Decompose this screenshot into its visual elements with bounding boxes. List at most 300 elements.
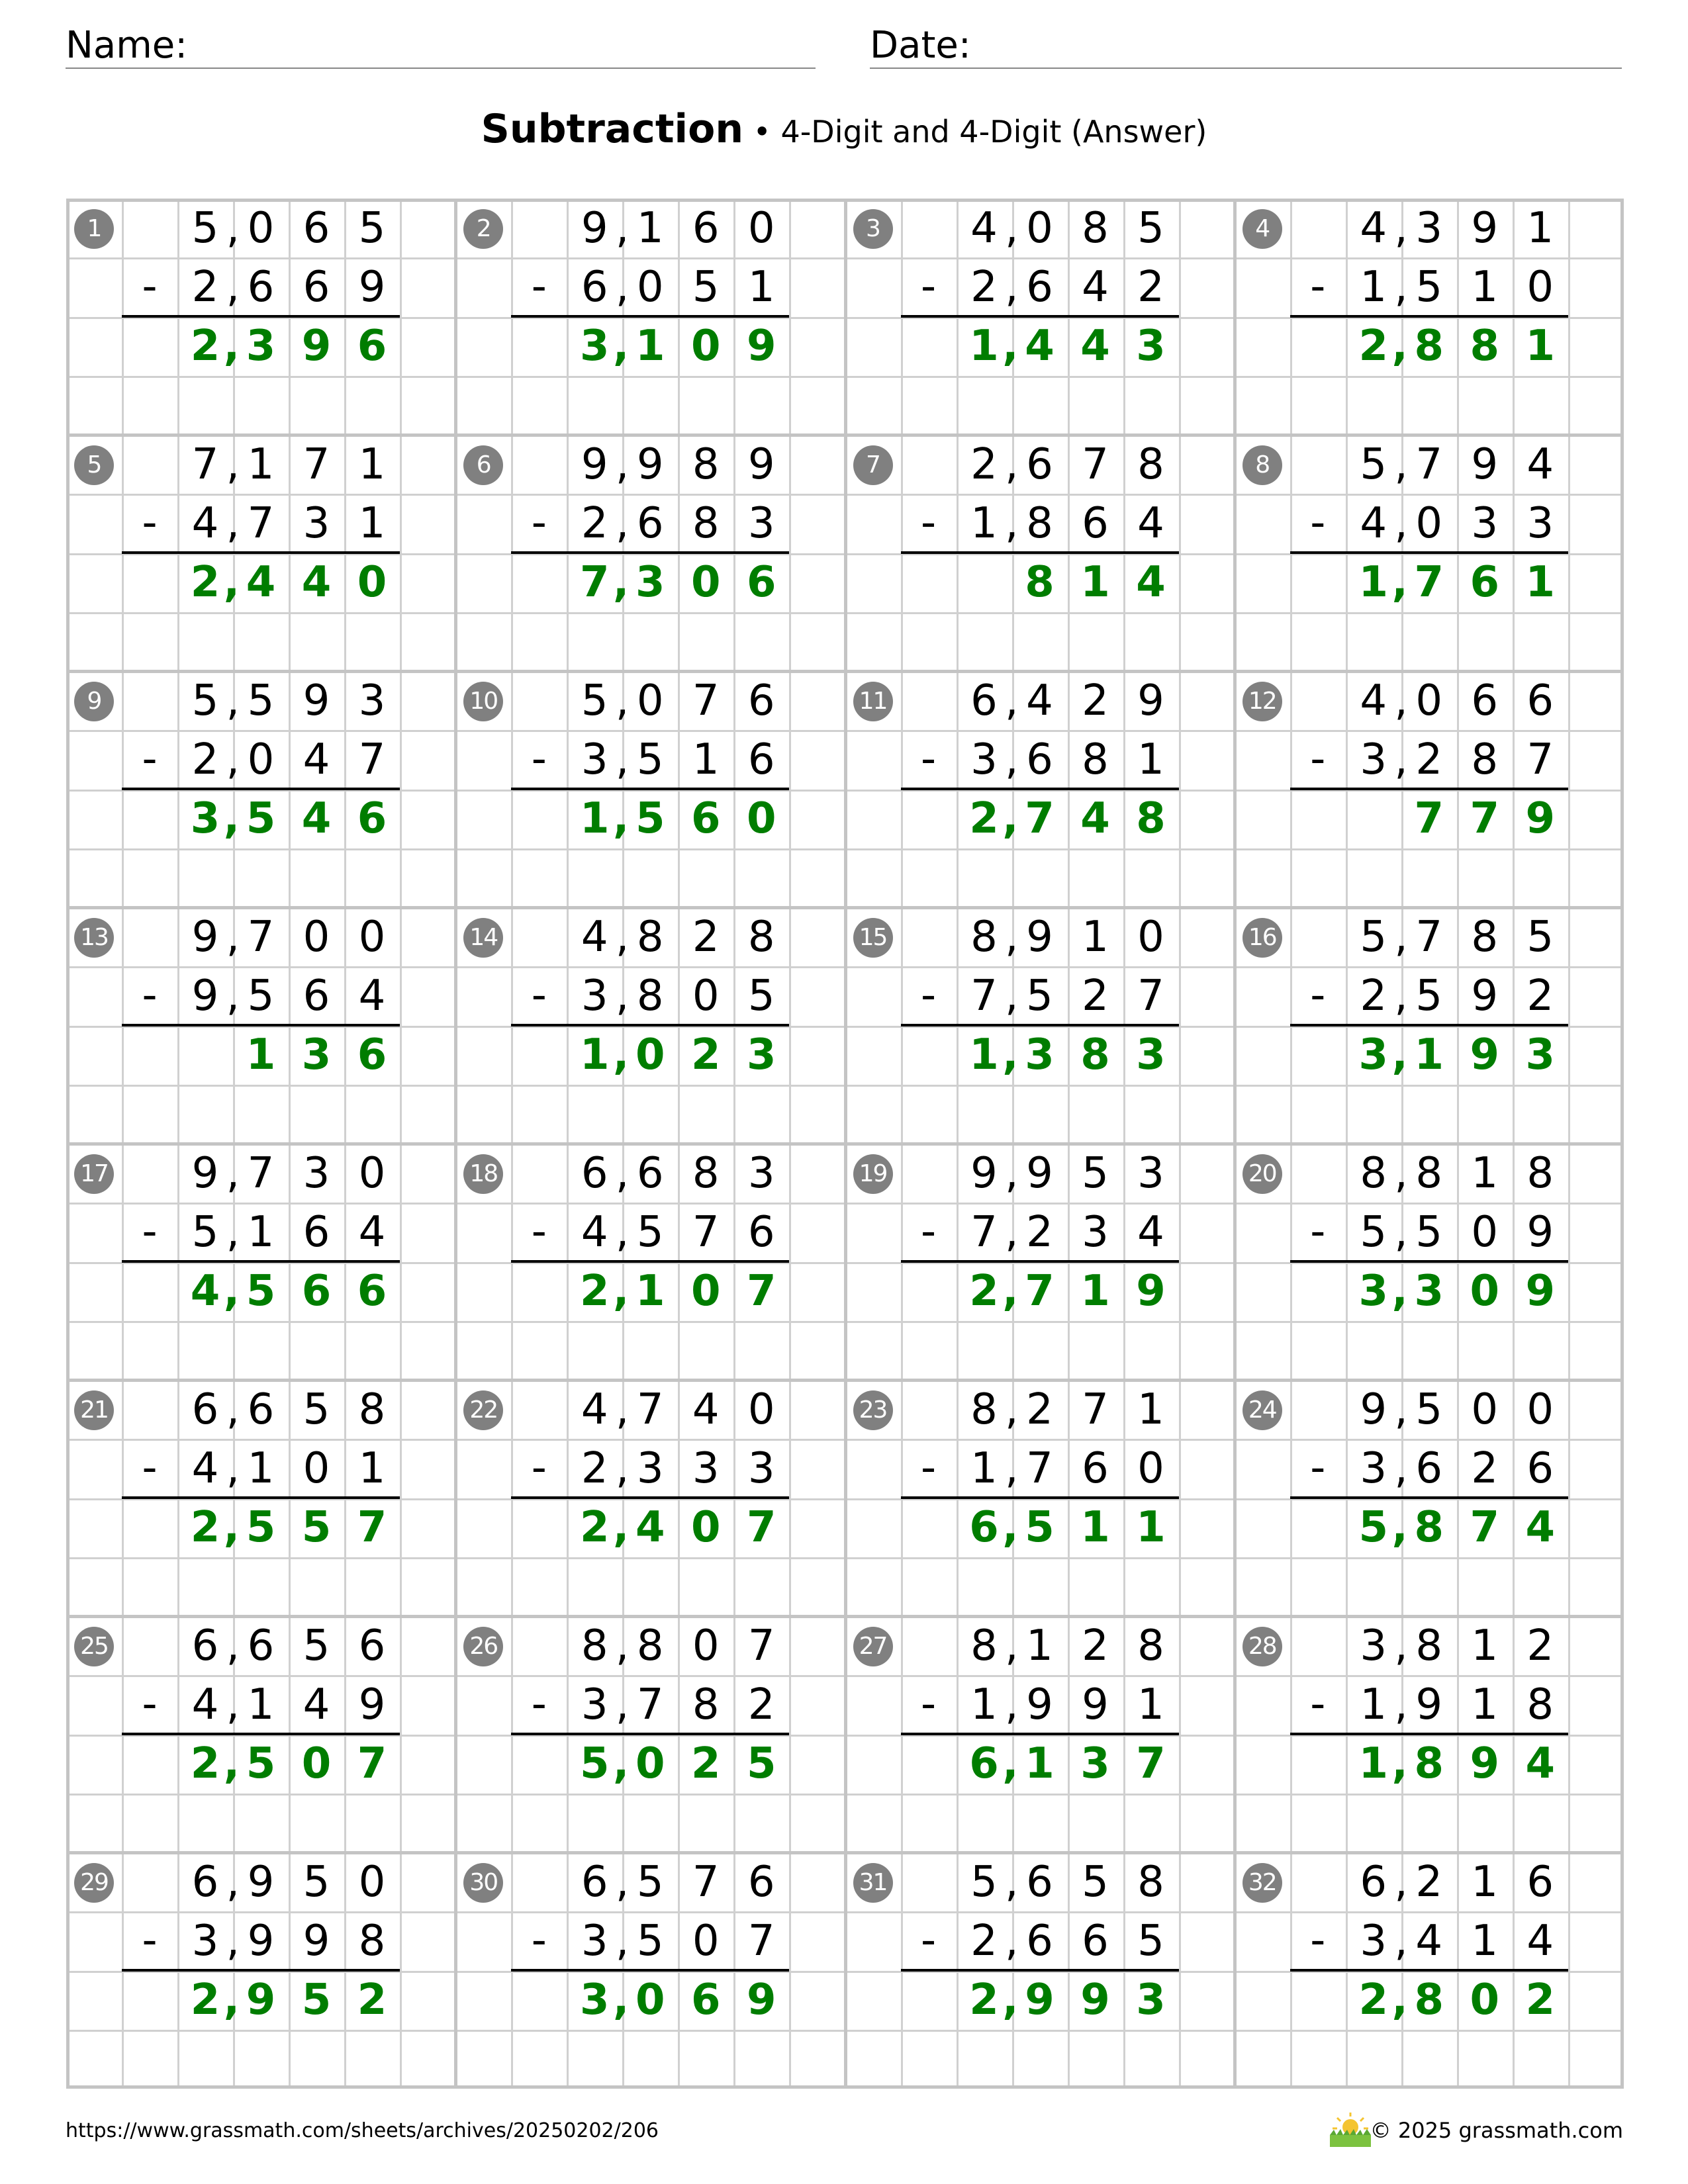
digit-cell: 7 xyxy=(1470,794,1500,843)
digit-cell: 3 xyxy=(1415,203,1443,253)
digit-cell: 9 xyxy=(247,1916,275,1966)
footer-copyright: © 2025 grassmath.com xyxy=(1370,2118,1623,2143)
title-subtitle: 4-Digit and 4-Digit (Answer) xyxy=(780,114,1207,150)
digit-cell: 5 xyxy=(301,1502,332,1552)
digit-cell: 8 xyxy=(1025,557,1055,607)
digit-cell: 4 , xyxy=(581,1385,630,1434)
digit-cell: 5 xyxy=(247,676,275,725)
digit-cell: 6 xyxy=(301,1266,332,1316)
digit-cell: 4 xyxy=(358,1207,386,1257)
digit-cell: 1 , xyxy=(1360,1680,1408,1729)
digit-cell: 0 xyxy=(358,1857,386,1907)
digit-cell: 0 xyxy=(635,1975,665,2025)
digit-cell: 1 xyxy=(246,1030,276,1079)
digit-cell: 4 xyxy=(1525,1502,1556,1552)
digit-cell: 2 , xyxy=(190,1975,240,2025)
digit-cell: 7 xyxy=(747,1621,775,1670)
digit-cell: 1 xyxy=(1471,1857,1499,1907)
thousands-comma: , xyxy=(223,1975,240,2025)
digit-cell: 4 xyxy=(1137,1207,1164,1257)
digit-cell: 3 , xyxy=(1358,1266,1408,1316)
thousands-comma: , xyxy=(223,1266,240,1316)
thousands-comma: , xyxy=(223,1739,240,1788)
minus-sign: - xyxy=(920,1443,937,1492)
digit-cell: 4 xyxy=(635,1502,665,1552)
thousands-comma: , xyxy=(615,262,630,312)
digit-cell: 9 xyxy=(1525,1266,1556,1316)
problem-number-badge: 2 xyxy=(463,209,503,249)
digit-cell: 1 xyxy=(1136,1502,1166,1552)
digit-cell: 2 , xyxy=(190,557,240,607)
digit-cell: 3 , xyxy=(1360,1443,1408,1493)
digit-cell: 1 xyxy=(636,203,664,253)
digit-cell: 5 xyxy=(746,1739,776,1788)
digit-cell: 8 xyxy=(1526,1148,1554,1198)
digit-cell: 0 xyxy=(247,203,275,253)
digit-cell: 4 , xyxy=(191,1443,240,1493)
thousands-comma: , xyxy=(1005,1443,1019,1493)
minus-sign: - xyxy=(1310,498,1326,547)
digit-cell: 0 xyxy=(746,794,776,843)
thousands-comma: , xyxy=(1394,1148,1408,1198)
thousands-comma: , xyxy=(615,912,630,962)
thousands-comma: , xyxy=(223,321,240,371)
thousands-comma: , xyxy=(1394,1207,1408,1257)
digit-cell: 9 xyxy=(1526,1207,1554,1257)
thousands-comma: , xyxy=(1005,1916,1019,1966)
digit-cell: 0 xyxy=(1137,912,1164,962)
digit-cell: 6 , xyxy=(969,1502,1019,1552)
digit-cell: 2 , xyxy=(581,498,630,548)
digit-cell: 1 , xyxy=(579,1030,630,1079)
digit-cell: 3 xyxy=(635,557,665,607)
problem-number-badge: 18 xyxy=(463,1154,503,1194)
digit-cell: 8 xyxy=(636,912,664,962)
digit-cell: 3 xyxy=(636,1443,664,1493)
digit-cell: 6 xyxy=(303,971,330,1021)
digit-cell: 7 xyxy=(1026,1443,1053,1493)
digit-cell: 7 xyxy=(1025,1266,1055,1316)
digit-cell: 2 , xyxy=(969,794,1019,843)
digit-cell: 5 xyxy=(1526,912,1554,962)
digit-cell: 6 xyxy=(1082,498,1109,548)
digit-cell: 6 xyxy=(357,794,387,843)
digit-cell: 7 , xyxy=(579,557,630,607)
minus-sign: - xyxy=(531,1680,547,1729)
problem-number-badge: 23 xyxy=(853,1390,893,1430)
digit-cell: 7 xyxy=(357,1502,387,1552)
thousands-comma: , xyxy=(226,676,240,725)
digit-cell: 4 xyxy=(1080,794,1110,843)
digit-cell: 7 xyxy=(1082,1385,1109,1434)
digit-cell: 9 , xyxy=(191,912,240,962)
digit-cell: 7 , xyxy=(970,1207,1019,1257)
digit-cell: 2 xyxy=(1026,1207,1053,1257)
problem-number-badge: 4 xyxy=(1243,209,1282,249)
problem-number-badge: 15 xyxy=(853,918,893,958)
minus-sign: - xyxy=(142,498,158,547)
digit-cell: 4 xyxy=(1026,676,1053,725)
digit-cell: 6 , xyxy=(1360,1857,1408,1907)
digit-cell: 6 xyxy=(247,1621,275,1670)
digit-cell: 0 xyxy=(247,735,275,784)
thousands-comma: , xyxy=(612,1266,630,1316)
thousands-comma: , xyxy=(1005,1207,1019,1257)
digit-cell: 9 xyxy=(1470,1030,1500,1079)
minus-sign: - xyxy=(920,498,937,547)
digit-cell: 1 , xyxy=(1358,1739,1408,1788)
digit-cell: 8 xyxy=(692,1680,720,1729)
thousands-comma: , xyxy=(615,1443,630,1493)
problem-number-badge: 1 xyxy=(74,209,114,249)
digit-cell: 8 xyxy=(1026,498,1053,548)
digit-cell: 2 , xyxy=(190,321,240,371)
thousands-comma: , xyxy=(1005,1148,1019,1198)
digit-cell: 2 , xyxy=(969,1975,1019,2025)
thousands-comma: , xyxy=(612,1030,630,1079)
digit-cell: 4 , xyxy=(970,203,1019,253)
digit-cell: 7 xyxy=(746,1502,776,1552)
digit-cell: 4 , xyxy=(1360,676,1408,725)
thousands-comma: , xyxy=(226,1207,240,1257)
digit-cell: 2 xyxy=(1525,1975,1556,2025)
digit-cell: 0 xyxy=(1526,1385,1554,1434)
digit-cell: 4 , xyxy=(581,912,630,962)
digit-cell: 3 , xyxy=(581,1680,630,1729)
digit-cell: 9 xyxy=(746,1975,776,2025)
digit-cell: 6 xyxy=(1026,439,1053,489)
digit-cell: 3 xyxy=(1136,321,1166,371)
thousands-comma: , xyxy=(226,735,240,784)
digit-cell: 6 xyxy=(1026,262,1053,312)
digit-cell: 1 xyxy=(1080,1502,1110,1552)
digit-cell: 3 xyxy=(746,1030,776,1079)
digit-cell: 0 xyxy=(690,557,721,607)
digit-cell: 2 xyxy=(1471,1443,1499,1493)
digit-cell: 3 , xyxy=(581,1916,630,1966)
thousands-comma: , xyxy=(1005,1857,1019,1907)
digit-cell: 4 xyxy=(1526,1916,1554,1966)
digit-cell: 8 xyxy=(1080,1030,1110,1079)
digit-cell: 9 xyxy=(303,1916,330,1966)
digit-cell: 4 xyxy=(1025,321,1055,371)
digit-cell: 9 xyxy=(1080,1975,1110,2025)
digit-cell: 0 xyxy=(636,676,664,725)
thousands-comma: , xyxy=(1002,1739,1019,1788)
digit-cell: 1 xyxy=(747,262,775,312)
digit-cell: 8 xyxy=(1414,1975,1444,2025)
digit-cell: 1 xyxy=(1080,1266,1110,1316)
digit-cell: 5 xyxy=(246,1739,276,1788)
thousands-comma: , xyxy=(226,1148,240,1198)
digit-cell: 6 xyxy=(690,1975,721,2025)
thousands-comma: , xyxy=(1002,1030,1019,1079)
problem-number-badge: 25 xyxy=(74,1627,114,1666)
digit-cell: 0 xyxy=(1526,262,1554,312)
digit-cell: 8 xyxy=(692,498,720,548)
digit-cell: 7 xyxy=(247,1148,275,1198)
thousands-comma: , xyxy=(226,1443,240,1493)
digit-cell: 8 xyxy=(358,1385,386,1434)
problem-number-badge: 8 xyxy=(1243,445,1282,485)
digit-cell: 3 xyxy=(747,1443,775,1493)
digit-cell: 8 xyxy=(1082,203,1109,253)
digit-cell: 0 xyxy=(690,321,721,371)
digit-cell: 9 xyxy=(1026,1148,1053,1198)
digit-cell: 5 , xyxy=(581,676,630,725)
thousands-comma: , xyxy=(1005,1385,1019,1434)
digit-cell: 3 xyxy=(1080,1739,1110,1788)
problem-number-badge: 14 xyxy=(463,918,503,958)
thousands-comma: , xyxy=(1394,203,1408,253)
digit-cell: 4 , xyxy=(1360,498,1408,548)
digit-cell: 6 xyxy=(747,1857,775,1907)
digit-cell: 0 xyxy=(357,557,387,607)
digit-cell: 9 , xyxy=(581,439,630,489)
digit-cell: 9 , xyxy=(191,1148,240,1198)
digit-cell: 8 , xyxy=(581,1621,630,1670)
digit-cell: 9 xyxy=(358,1680,386,1729)
thousands-comma: , xyxy=(615,1857,630,1907)
digit-cell: 2 xyxy=(692,912,720,962)
digit-cell: 9 xyxy=(1471,971,1499,1021)
digit-cell: 2 xyxy=(747,1680,775,1729)
digit-cell: 0 xyxy=(1470,1975,1500,2025)
thousands-comma: , xyxy=(226,1916,240,1966)
digit-cell: 1 xyxy=(1525,557,1556,607)
digit-cell: 1 xyxy=(1471,1680,1499,1729)
digit-cell: 5 , xyxy=(579,1739,630,1788)
digit-cell: 0 xyxy=(1471,1207,1499,1257)
problem-number-badge: 13 xyxy=(74,918,114,958)
digit-cell: 5 xyxy=(358,203,386,253)
digit-cell: 3 , xyxy=(970,735,1019,784)
digit-cell: 1 xyxy=(247,1680,275,1729)
digit-cell: 7 xyxy=(636,1680,664,1729)
digit-cell: 7 xyxy=(247,498,275,548)
digit-cell: 4 xyxy=(246,557,276,607)
digit-cell: 5 xyxy=(1415,1385,1443,1434)
digit-cell: 7 xyxy=(692,1207,720,1257)
digit-cell: 7 xyxy=(1137,971,1164,1021)
digit-cell: 6 xyxy=(358,1621,386,1670)
problem-number-badge: 30 xyxy=(463,1863,503,1903)
digit-cell: 2 , xyxy=(970,262,1019,312)
digit-cell: 8 , xyxy=(970,1385,1019,1434)
digit-cell: 3 xyxy=(303,498,330,548)
digit-cell: 1 xyxy=(1471,262,1499,312)
problem-number-badge: 3 xyxy=(853,209,893,249)
digit-cell: 7 xyxy=(1415,912,1443,962)
name-field[interactable] xyxy=(66,24,816,69)
digit-cell: 2 , xyxy=(969,1266,1019,1316)
digit-cell: 7 , xyxy=(970,971,1019,1021)
problem-number-badge: 28 xyxy=(1243,1627,1282,1666)
digit-cell: 6 xyxy=(1082,1443,1109,1493)
digit-cell: 8 xyxy=(1082,735,1109,784)
minus-sign: - xyxy=(920,1680,937,1729)
digit-cell: 6 xyxy=(1526,676,1554,725)
thousands-comma: , xyxy=(615,1916,630,1966)
digit-cell: 1 xyxy=(1137,1385,1164,1434)
digit-cell: 2 , xyxy=(970,1916,1019,1966)
digit-cell: 7 xyxy=(1470,1502,1500,1552)
digit-cell: 1 xyxy=(247,439,275,489)
digit-cell: 4 xyxy=(301,557,332,607)
digit-cell: 9 xyxy=(1026,912,1053,962)
digit-cell: 3 xyxy=(1526,498,1554,548)
digit-cell: 8 xyxy=(1414,1739,1444,1788)
digit-cell: 7 xyxy=(692,676,720,725)
digit-cell: 3 xyxy=(1136,1975,1166,2025)
digit-cell: 5 xyxy=(303,1857,330,1907)
minus-sign: - xyxy=(920,1207,937,1256)
digit-cell: 1 xyxy=(1471,1916,1499,1966)
minus-sign: - xyxy=(531,735,547,784)
thousands-comma: , xyxy=(1002,1266,1019,1316)
problem-number-badge: 19 xyxy=(853,1154,893,1194)
thousands-comma: , xyxy=(1005,262,1019,312)
digit-cell: 1 , xyxy=(969,1030,1019,1079)
digit-cell: 1 xyxy=(358,1443,386,1493)
date-field[interactable] xyxy=(870,24,1622,69)
digit-cell: 2 xyxy=(1082,676,1109,725)
digit-cell: 0 xyxy=(635,1030,665,1079)
digit-cell: 7 xyxy=(692,1857,720,1907)
digit-cell: 9 xyxy=(1137,676,1164,725)
thousands-comma: , xyxy=(1391,1030,1408,1079)
digit-cell: 9 xyxy=(1415,1680,1443,1729)
thousands-comma: , xyxy=(615,971,630,1021)
problem-number-badge: 31 xyxy=(853,1863,893,1903)
digit-cell: 9 xyxy=(246,1975,276,2025)
thousands-comma: , xyxy=(226,1680,240,1729)
digit-cell: 8 xyxy=(692,1148,720,1198)
digit-cell: 9 , xyxy=(970,1148,1019,1198)
digit-cell: 8 xyxy=(1136,794,1166,843)
problem-number-badge: 9 xyxy=(74,682,114,721)
minus-sign: - xyxy=(920,735,937,784)
digit-cell: 1 xyxy=(1526,203,1554,253)
minus-sign: - xyxy=(1310,262,1326,311)
digit-cell: 2 xyxy=(1137,262,1164,312)
digit-cell: 5 xyxy=(246,794,276,843)
digit-cell: 6 xyxy=(303,203,330,253)
thousands-comma: , xyxy=(226,262,240,312)
digit-cell: 5 xyxy=(303,1621,330,1670)
digit-cell: 6 xyxy=(1415,1443,1443,1493)
problem-number-badge: 5 xyxy=(74,445,114,485)
thousands-comma: , xyxy=(615,1680,630,1729)
date-label: Date: xyxy=(870,24,971,67)
digit-cell: 0 xyxy=(692,1916,720,1966)
digit-cell: 0 xyxy=(690,1502,721,1552)
footer-url[interactable]: https://www.grassmath.com/sheets/archives/20250202/206 xyxy=(66,2119,659,2142)
thousands-comma: , xyxy=(1391,1266,1408,1316)
digit-cell: 1 xyxy=(635,1266,665,1316)
thousands-comma: , xyxy=(1391,1975,1408,2025)
digit-cell: 4 xyxy=(1080,321,1110,371)
digit-cell: 2 , xyxy=(579,1502,630,1552)
digit-cell: 7 xyxy=(1082,439,1109,489)
digit-cell: 9 xyxy=(1082,1680,1109,1729)
digit-cell: 9 xyxy=(1471,439,1499,489)
digit-cell: 0 xyxy=(1470,1266,1500,1316)
digit-cell: 1 , xyxy=(970,498,1019,548)
thousands-comma: , xyxy=(1005,1621,1019,1670)
digit-cell: 9 , xyxy=(581,203,630,253)
minus-sign: - xyxy=(1310,1680,1326,1729)
digit-cell: 3 xyxy=(1025,1030,1055,1079)
digit-cell: 4 xyxy=(1415,1916,1443,1966)
digit-cell: 8 xyxy=(636,1621,664,1670)
digit-cell: 6 xyxy=(1026,735,1053,784)
problem-number-badge: 6 xyxy=(463,445,503,485)
digit-cell: 1 xyxy=(358,498,386,548)
thousands-comma: , xyxy=(223,1502,240,1552)
digit-cell: 2 , xyxy=(579,1266,630,1316)
problem-number-badge: 21 xyxy=(74,1390,114,1430)
digit-cell: 3 xyxy=(1137,1148,1164,1198)
thousands-comma: , xyxy=(612,557,630,607)
thousands-comma: , xyxy=(612,794,630,843)
digit-cell: 1 xyxy=(635,321,665,371)
digit-cell: 4 xyxy=(303,735,330,784)
digit-cell: 1 xyxy=(1026,1621,1053,1670)
digit-cell: 3 xyxy=(246,321,276,371)
digit-cell: 0 xyxy=(303,1443,330,1493)
digit-cell: 2 xyxy=(1026,1385,1053,1434)
thousands-comma: , xyxy=(612,1975,630,2025)
digit-cell: 6 xyxy=(357,1266,387,1316)
digit-cell: 6 , xyxy=(191,1621,240,1670)
thousands-comma: , xyxy=(1394,912,1408,962)
thousands-comma: , xyxy=(1394,676,1408,725)
minus-sign: - xyxy=(920,1916,937,1965)
minus-sign: - xyxy=(531,1443,547,1492)
digit-cell: 1 , xyxy=(1360,262,1408,312)
problem-number-badge: 27 xyxy=(853,1627,893,1666)
thousands-comma: , xyxy=(1391,557,1408,607)
minus-sign: - xyxy=(142,1207,158,1256)
digit-cell: 3 xyxy=(301,1030,332,1079)
digit-cell: 0 xyxy=(1137,1443,1164,1493)
digit-cell: 5 xyxy=(301,1975,332,2025)
problem-number-badge: 22 xyxy=(463,1390,503,1430)
digit-cell: 9 xyxy=(301,321,332,371)
digit-cell: 4 , xyxy=(191,498,240,548)
digit-cell: 7 xyxy=(247,912,275,962)
digit-cell: 5 xyxy=(303,1385,330,1434)
digit-cell: 3 xyxy=(1414,1266,1444,1316)
digit-cell: 4 xyxy=(358,971,386,1021)
thousands-comma: , xyxy=(1391,321,1408,371)
minus-sign: - xyxy=(531,1916,547,1965)
thousands-comma: , xyxy=(226,1621,240,1670)
digit-cell: 1 xyxy=(692,735,720,784)
problem-number-badge: 7 xyxy=(853,445,893,485)
digit-cell: 2 xyxy=(1526,1621,1554,1670)
digit-cell: 0 xyxy=(692,1621,720,1670)
digit-cell: 6 xyxy=(636,1148,664,1198)
digit-cell: 2 xyxy=(1082,1621,1109,1670)
digit-cell: 3 xyxy=(1082,1207,1109,1257)
digit-cell: 6 xyxy=(1082,1916,1109,1966)
digit-cell: 5 xyxy=(636,1916,664,1966)
thousands-comma: , xyxy=(223,557,240,607)
digit-cell: 6 xyxy=(247,1385,275,1434)
thousands-comma: , xyxy=(1005,735,1019,784)
